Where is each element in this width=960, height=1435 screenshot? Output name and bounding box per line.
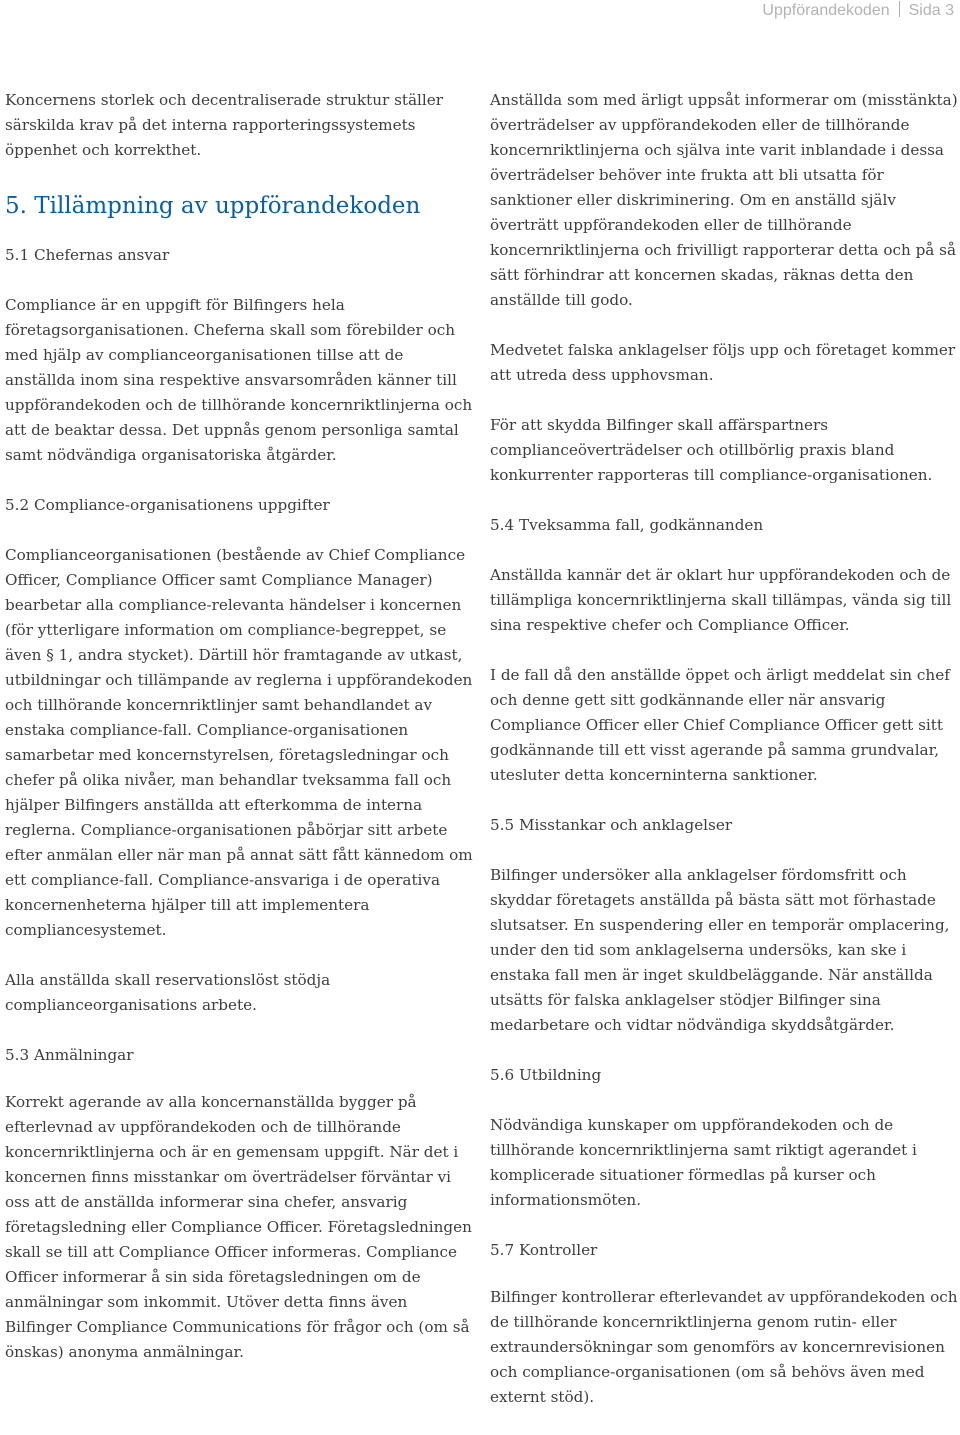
heading-5-2: 5.2 Compliance-organisationens uppgifter [5, 496, 330, 514]
paragraph-5-5: Bilfinger undersöker alla anklagelser fördomsfritt och skyddar företagets anställda på bästa sätt mot förhastade slutsatser. En suspendering eller en temporär omplacering, under den tid som anklagelserna undersöks, kan ske i enstaka fall men är inget skuldbeläggande. När anställda utsätts för falska anklagelser stödjer Bilfinger sina medarbetare och vidtar nödvändiga skyddsåtgärder. [490, 866, 950, 1034]
paragraph-false-accusations: Medvetet falska anklagelser följs upp och företaget kommer att utreda dess upphovsman. [490, 341, 956, 384]
paragraph-partner-reporting: För att skydda Bilfinger skall affärspartners complianceöverträdelser och otillbörlig praxis bland konkurrenter rapporteras till compliance-organisationen. [490, 416, 933, 484]
heading-5-4: 5.4 Tveksamma fall, godkännanden [490, 516, 764, 534]
paragraph-5-1: Compliance är en uppgift för Bilfingers hela företagsorganisationen. Cheferna skall som förebilder och med hjälp av complianceorganisationen tillse att de anställda inom sina respektive ansvarsområden känner till uppförandekoden och de tillhörande koncernriktlinjerna och att de beaktar dessa. Det uppnås genom personliga samtal samt nödvändiga organisatoriska åtgärder. [5, 296, 473, 464]
paragraph-5-4-a: Anställda kannär det är oklart hur uppförandekoden och de tillämpliga koncernriktlinjerna skall tillämpas, vända sig till sina respektive chefer och Compliance Officer. [490, 566, 952, 634]
section-title: 5. Tillämpning av uppförandekoden [5, 193, 421, 219]
paragraph-5-7: Bilfinger kontrollerar efterlevandet av uppförandekoden och de tillhörande koncernriktlinjerna genom rutin- eller extraundersökningar som genomförs av koncernrevisionen och compliance-organisationen (om så behövs även med externt stöd). [490, 1288, 958, 1406]
intro-paragraph: Koncernens storlek och decentraliserade struktur ställer särskilda krav på det interna rapporteringssystemets öppenhet och korrekthet. [5, 91, 444, 159]
paragraph-reporting: Anställda som med ärligt uppsåt informerar om (misstänkta) överträdelser av uppförandekoden eller de tillhörande koncernriktlinjerna och själva inte varit inblandade i dessa överträdelser behöver inte frukta att bli utsatta för sanktioner eller diskriminering. Om en anställd själv överträtt uppförandekoden eller de tillhörande koncernriktlinjerna och frivilligt rapporterar detta och på så sätt förhindrar att koncernen skadas, räknas detta den anställde till godo. [490, 91, 958, 309]
heading-5-5: 5.5 Misstankar och anklagelser [490, 816, 733, 834]
running-header [762, 1, 954, 20]
paragraph-5-2-b: Alla anställda skall reservationslöst stödja complianceorganisations arbete. [5, 971, 331, 1014]
paragraph-5-2: Complianceorganisationen (bestående av Chief Compliance Officer, Compliance Officer samt Compliance Manager) bearbetar alla compliance-relevanta händelser i koncernen (för ytterligare information om compliance-begreppet, se även § 1, andra stycket). Därtill hör framtagande av utkast, utbildningar och tillämpande av reglerna i uppförandekoden och tillhörande koncernriktlinjer samt behandlandet av enstaka compliance-fall. Compliance-organisationen samarbetar med koncernstyrelsen, företagsledningar och chefer på olika nivåer, man behandlar tveksamma fall och hjälper Bilfingers anställda att efterkomma de interna reglerna. Compliance-organisationen påbörjar sitt arbete efter anmälan eller när man på annat sätt fått kännedom om ett compliance-fall. Compliance-ansvariga i de operativa koncernenheterna hjälper till att implementera compliancesystemet. [5, 546, 473, 939]
paragraph-5-6: Nödvändiga kunskaper om uppförandekoden och de tillhörande koncernriktlinjerna samt riktigt agerandet i komplicerade situationer förmedlas på kurser och informationsmöten. [490, 1116, 917, 1209]
right-column [490, 88, 960, 1435]
heading-5-6: 5.6 Utbildning [490, 1066, 602, 1084]
heading-5-3: 5.3 Anmälningar [5, 1046, 134, 1064]
heading-5-7: 5.7 Kontroller [490, 1241, 598, 1259]
paragraph-5-3: Korrekt agerande av alla koncernanställda bygger på efterlevnad av uppförandekoden och de tillhörande koncernriktlinjerna och är en gemensam uppgift. När det i koncernen finns misstankar om överträdelser förväntar vi oss att de anställda informerar sina chefer, ansvarig företagsledning eller Compliance Officer. Företagsledningen skall se till att Compliance Officer informeras. Compliance Officer informerar å sin sida företagsledningen om de anmälningar som inkommit. Utöver detta finns även Bilfinger Compliance Communications för frågor och (om så önskas) anonyma anmälningar. [5, 1093, 472, 1361]
header-divider [899, 1, 900, 17]
left-column [5, 88, 475, 1390]
document-title: Uppförandekoden [762, 2, 890, 19]
paragraph-5-4-b: I de fall då den anställde öppet och ärligt meddelat sin chef och denne gett sitt godkännande eller när ansvarig Compliance Officer eller Chief Compliance Officer gett sitt godkännande till ett visst agerande på samma grundvalar, utesluter detta koncerninterna sanktioner. [490, 666, 950, 784]
page-number: Sida 3 [908, 2, 954, 19]
heading-5-1: 5.1 Chefernas ansvar [5, 246, 170, 264]
